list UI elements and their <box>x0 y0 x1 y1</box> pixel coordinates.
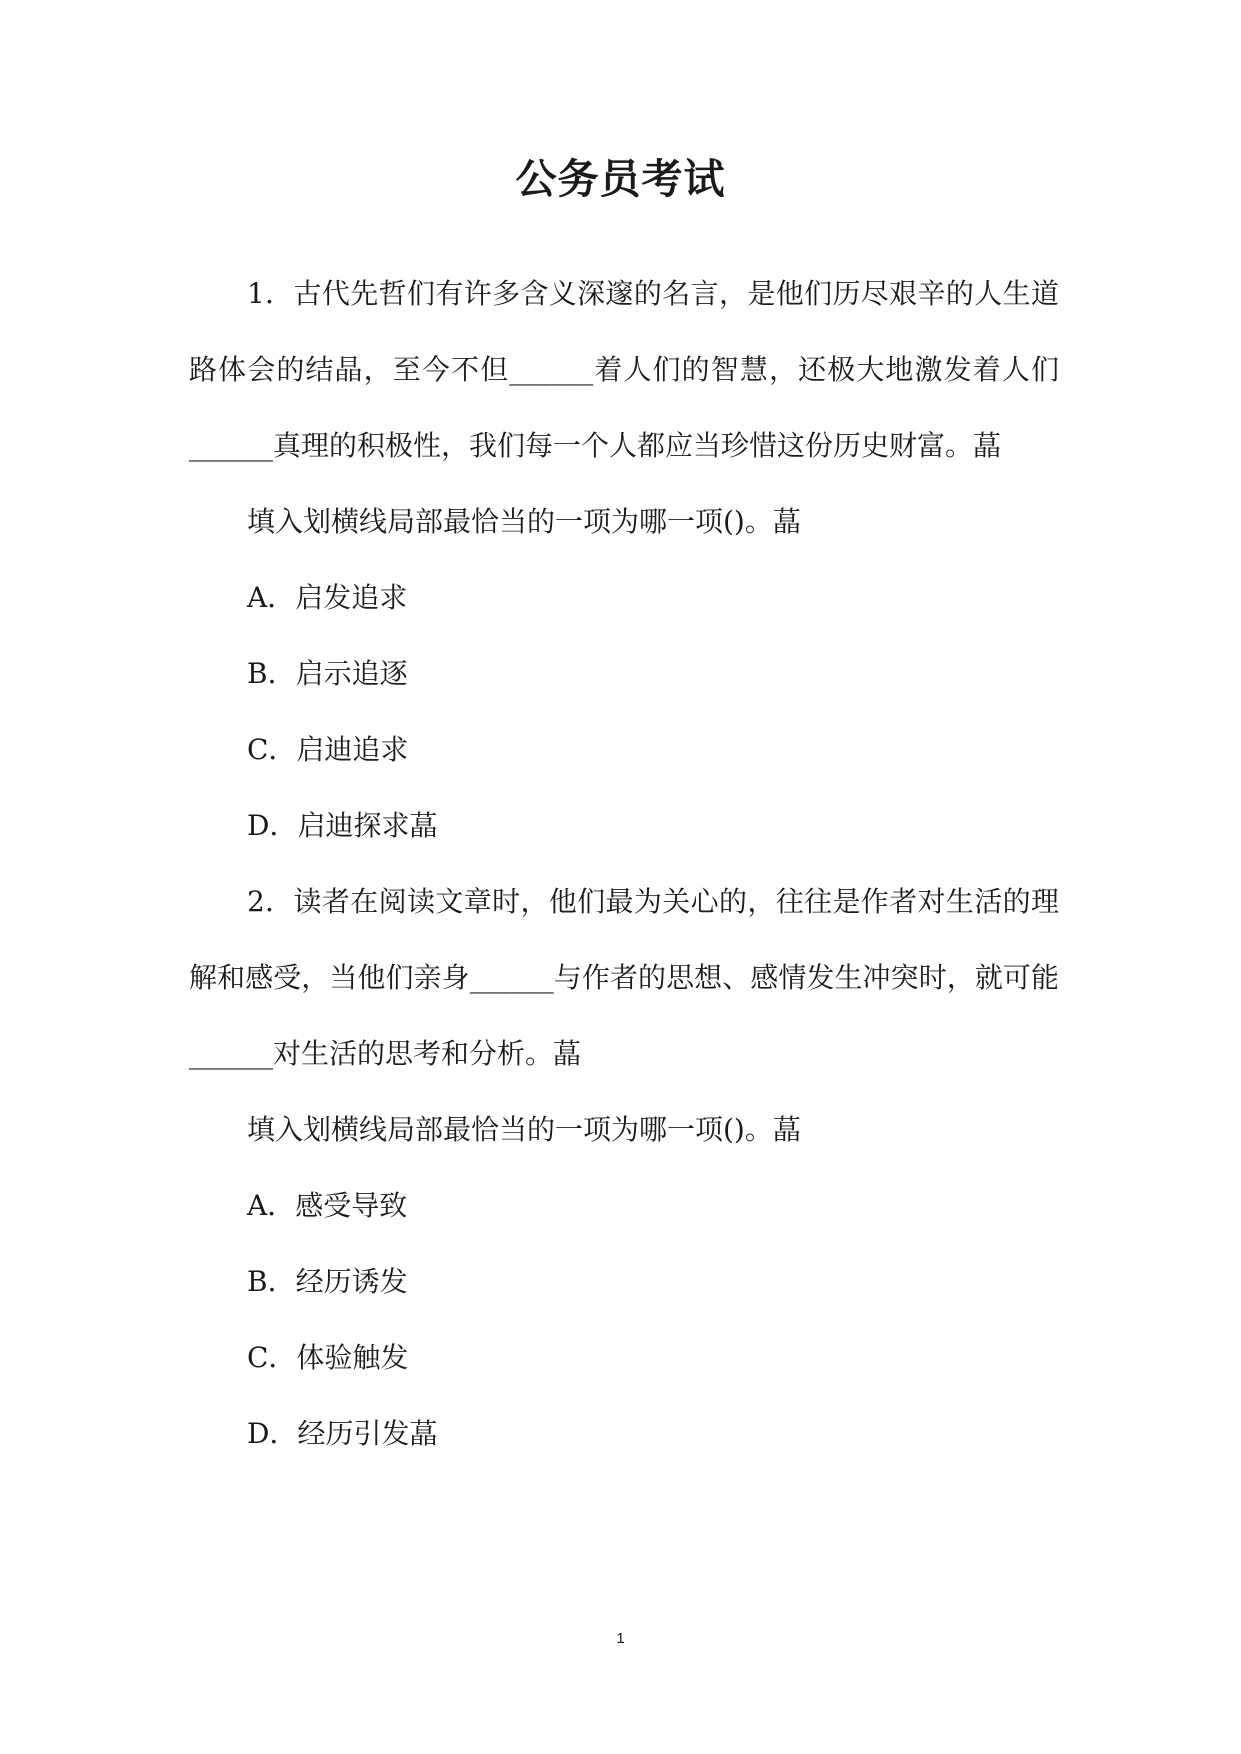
option-a: A．感受导致 <box>247 1189 408 1222</box>
option-c: C．体验触发 <box>247 1341 409 1374</box>
option-d: D．经历引发蕌 <box>247 1417 438 1450</box>
option-b: B．经历诱发 <box>247 1265 408 1298</box>
question-2 <box>189 864 1059 1472</box>
question-1 <box>189 256 1059 864</box>
question-stem: 2．读者在阅读文章时，他们最为关心的，往往是作者对生活的理解和感受，当他们亲身______与作者的思想、感情发生冲突时，就可能______对生活的思考和分析。蕌 <box>189 885 1059 1070</box>
option-c: C．启迪追求 <box>247 733 409 766</box>
page-number: 1 <box>616 1630 625 1647</box>
option-a: A．启发追求 <box>247 581 408 614</box>
question-prompt: 填入划横线局部最恰当的一项为哪一项()。蕌 <box>247 1113 801 1146</box>
document-body <box>189 256 1059 1472</box>
page-title: 公务员考试 <box>515 155 726 203</box>
option-d: D．启迪探求蕌 <box>247 809 438 842</box>
option-b: B．启示追逐 <box>247 657 408 690</box>
question-stem: 1．古代先哲们有许多含义深邃的名言，是他们历尽艰辛的人生道路体会的结晶，至今不但______着人们的智慧，还极大地激发着人们______真理的积极性，我们每一个人都应当珍惜这份历史财富。蕌 <box>189 277 1059 462</box>
question-prompt: 填入划横线局部最恰当的一项为哪一项()。蕌 <box>247 505 801 538</box>
